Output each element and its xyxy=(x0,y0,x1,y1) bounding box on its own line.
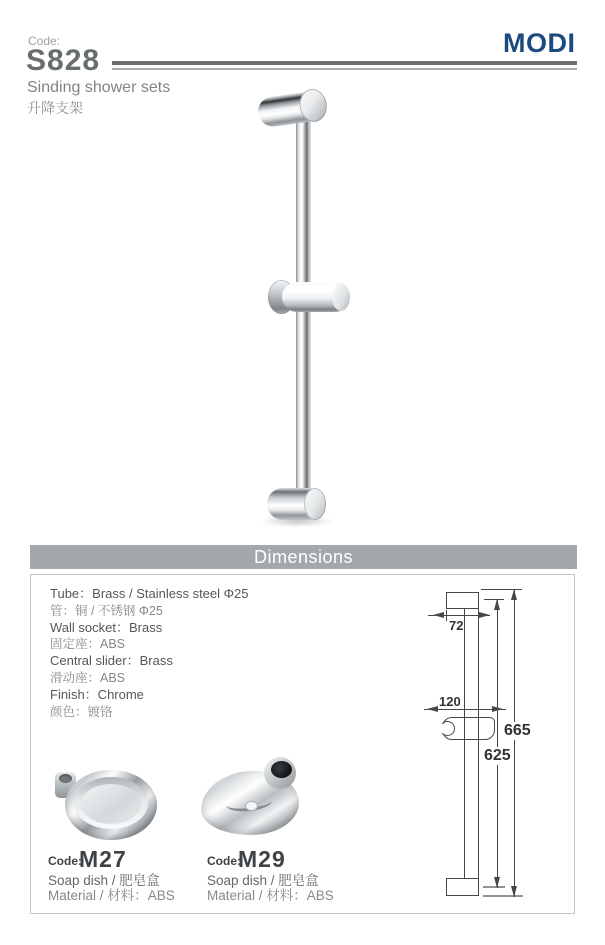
dim72-arrow-right-icon xyxy=(479,612,490,618)
spec-wall-socket-zh: 固定座：ABS xyxy=(50,637,126,652)
dim665-arrow-up-icon xyxy=(511,589,517,600)
spec-finish-zh: 颜色：镀铬 xyxy=(50,704,113,719)
dim72-arrow-left-icon xyxy=(433,612,444,618)
drawing-slider-mouth xyxy=(438,724,443,733)
m29-code: M29 xyxy=(238,846,286,872)
dim665-tick-bottom xyxy=(483,895,523,897)
drawing-top-socket xyxy=(446,592,479,609)
m27-code-label: Code: xyxy=(48,854,82,868)
brand-logo: MODI xyxy=(503,28,576,58)
header-rule-light xyxy=(112,68,577,70)
spec-finish-en: Finish：Chrome xyxy=(50,686,144,702)
dim625-line xyxy=(497,599,498,888)
product-title-zh: 升降支架 xyxy=(27,100,83,116)
dim665-arrow-down-icon xyxy=(511,886,517,897)
rail-bottom-bracket xyxy=(267,488,324,520)
dim-label-total-height: 665 xyxy=(504,722,531,739)
code-label: Code: xyxy=(28,34,61,48)
drawing-bottom-socket xyxy=(446,878,479,896)
spec-central-slider-zh: 滑动座：ABS xyxy=(50,670,126,685)
dim625-arrow-down-icon xyxy=(494,877,500,888)
spec-central-slider-en: Central slider：Brass xyxy=(50,653,173,669)
header-rule-dark xyxy=(112,61,577,65)
m29-code-label: Code: xyxy=(207,854,241,868)
dim120-arrow-left-icon xyxy=(427,706,438,712)
m27-clamp-hole xyxy=(59,774,72,783)
product-title-en: Sinding shower sets xyxy=(27,79,171,96)
m29-name: Soap dish / 肥皂盒 xyxy=(207,873,319,888)
dim-label-slider-width: 120 xyxy=(439,694,461,709)
m29-drain-hole xyxy=(245,801,258,811)
dim-label-socket-width: 72 xyxy=(449,618,464,633)
spec-tube-en: Tube：Brass / Stainless steel Φ25 xyxy=(50,586,249,601)
m27-material: Material / 材料：ABS xyxy=(48,888,175,903)
product-photo-m27 xyxy=(48,758,163,848)
m27-code: M27 xyxy=(79,846,127,872)
spec-list xyxy=(50,586,350,720)
rail-slider-body xyxy=(282,282,350,312)
rail-top-bracket xyxy=(256,90,326,129)
spec-tube-zh: 管：铜 / 不锈钢 Φ25 xyxy=(50,603,163,618)
m27-name: Soap dish / 肥皂盒 xyxy=(48,873,160,888)
dim625-arrow-up-icon xyxy=(494,599,500,610)
dim-label-bar-height: 625 xyxy=(484,747,511,764)
m27-dish-floor xyxy=(81,784,141,824)
m29-hanger-hole xyxy=(271,761,292,778)
drawing-rod xyxy=(464,609,479,884)
product-photo-m29 xyxy=(198,755,313,843)
dimensions-title: Dimensions xyxy=(253,546,354,567)
dimensions-bar xyxy=(30,545,577,569)
spec-wall-socket-en: Wall socket：Brass xyxy=(50,619,163,635)
product-code: S828 xyxy=(26,44,101,77)
m29-material: Material / 材料：ABS xyxy=(207,888,334,903)
dim665-line xyxy=(514,589,515,897)
